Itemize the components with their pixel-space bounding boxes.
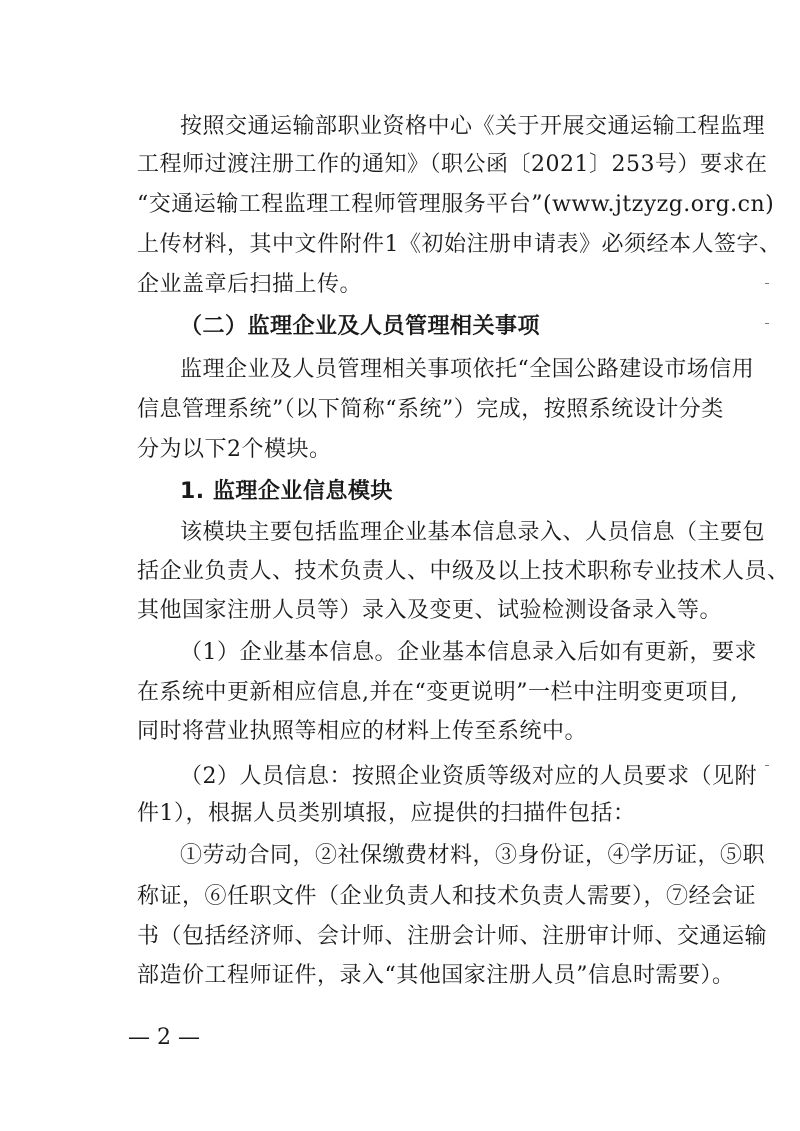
paragraph-1-line-5: 企业盖章后扫描上传。 xyxy=(137,272,363,297)
paragraph-5-line-2: 件1），根据人员类别填报，应提供的扫描件包括： xyxy=(137,801,636,826)
paragraph-2-line-3: 分为以下2个模块。 xyxy=(137,437,332,462)
paragraph-6-line-4: 部造价工程师证件，录入“其他国家注册人员”信息时需要）。 xyxy=(137,963,735,988)
paragraph-6-line-3: 书（包括经济师、会计师、注册会计师、注册审计师、交通运输 xyxy=(137,924,768,949)
page-number: — 2 — xyxy=(128,1025,200,1050)
paragraph-4-line-2: 在系统中更新相应信息,并在“变更说明”一栏中注明变更项目, xyxy=(137,680,738,705)
paragraph-3-line-2: 括企业负责人、技术负责人、中级及以上技术职称专业技术人员、 xyxy=(137,559,790,584)
paragraph-2-line-2: 信息管理系统”（以下简称“系统”）完成，按照系统设计分类 xyxy=(137,397,724,422)
paragraph-1-line-4: 上传材料，其中文件附件1《初始注册申请表》必须经本人签字、 xyxy=(137,232,782,257)
paragraph-1-line-1: 按照交通运输部职业资格中心《关于开展交通运输工程监理 xyxy=(180,114,766,139)
paragraph-4-line-1: （1）企业基本信息。企业基本信息录入后如有更新，要求 xyxy=(180,640,757,665)
paragraph-3-line-3: 其他国家注册人员等）录入及变更、试验检测设备录入等。 xyxy=(137,598,723,623)
scan-mark xyxy=(765,283,769,284)
paragraph-4-line-3: 同时将营业执照等相应的材料上传至系统中。 xyxy=(137,719,588,744)
paragraph-6-line-2: 称证，⑥任职文件（企业负责人和技术负责人需要），⑦经会证 xyxy=(137,884,757,909)
section-2-heading: （二）监理企业及人员管理相关事项 xyxy=(180,314,541,339)
paragraph-5-line-1: （2）人员信息：按照企业资质等级对应的人员要求（见附 xyxy=(180,764,757,789)
scan-mark xyxy=(765,323,769,324)
paragraph-2-line-1: 监理企业及人员管理相关事项依托“全国公路建设市场信用 xyxy=(180,357,755,382)
scan-mark xyxy=(765,765,769,766)
paragraph-1-line-2: 工程师过渡注册工作的通知》（职公函〔2021〕253号）要求在 xyxy=(137,152,768,177)
paragraph-3-line-1: 该模块主要包括监理企业基本信息录入、人员信息（主要包 xyxy=(180,520,766,545)
module-1-heading: 1. 监理企业信息模块 xyxy=(180,479,393,504)
paragraph-6-line-1: ①劳动合同，②社保缴费材料，③身份证，④学历证，⑤职 xyxy=(180,843,766,868)
paragraph-1-line-3: “交通运输工程监理工程师管理服务平台”(www.jtzyzg.org.cn) xyxy=(137,192,775,217)
